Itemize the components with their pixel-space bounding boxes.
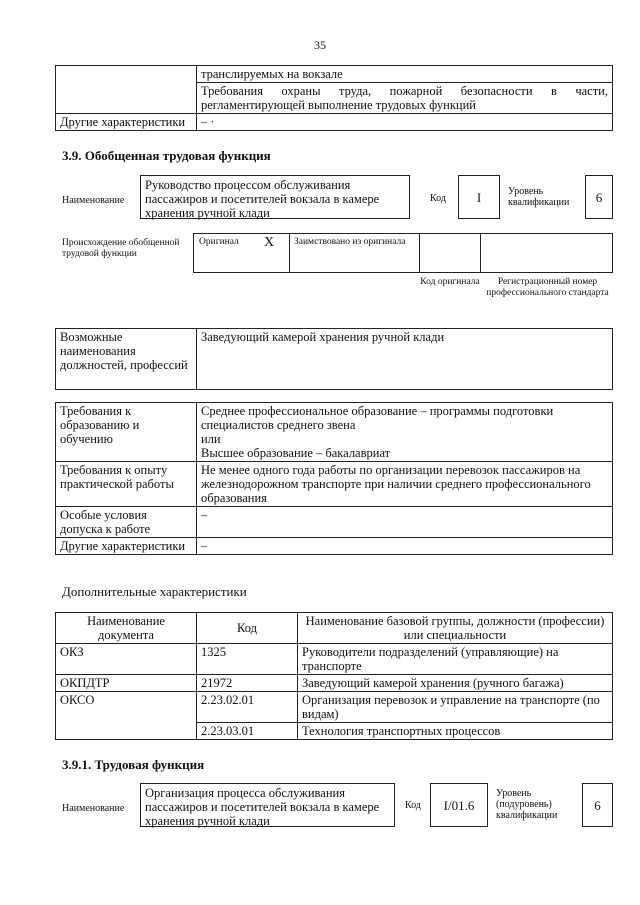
requirements-table <box>55 402 613 555</box>
table-cell-right: транслируемых на вокзале <box>197 66 613 83</box>
requirement-value <box>197 507 613 538</box>
top-continuation-table <box>55 65 613 131</box>
origin-box <box>193 233 613 273</box>
cell-document: ОКЗ <box>56 644 197 675</box>
original-label: Оригинал <box>199 237 239 247</box>
additional-table <box>55 612 613 740</box>
requirement-label: Требования к образованию и обучению <box>56 403 197 462</box>
table-row <box>56 675 613 692</box>
requirement-line: – <box>201 539 208 553</box>
requirement-line: или <box>201 432 221 446</box>
additional-heading: Дополнительные характеристики <box>62 584 247 599</box>
positions-table <box>55 328 613 390</box>
cell-name: Руководители подразделений (управляющие) на транспорте <box>298 644 613 675</box>
divider <box>289 234 290 272</box>
table-row <box>56 114 613 131</box>
borrowed-label: Заимствовано из оригинала <box>294 237 406 247</box>
requirement-label: Другие характеристики <box>56 538 197 555</box>
header-name: Наименование базовой группы, должности (профессии) или специальности <box>298 613 613 644</box>
name-label: Наименование <box>62 803 125 814</box>
level-value-box: 6 <box>585 175 613 219</box>
cell-document: ОКПДТР <box>56 675 197 692</box>
positions-label: Возможные наименования должностей, профессий <box>56 329 197 390</box>
cell-document: ОКСО <box>56 692 197 740</box>
page-number: 35 <box>314 38 326 52</box>
cell-code: 2.23.03.01 <box>197 723 298 740</box>
table-row <box>56 83 613 114</box>
table-cell-left: Другие характеристики <box>56 114 197 131</box>
level-label: Уровень квалификации <box>508 186 570 208</box>
table-row <box>56 329 613 390</box>
table-row <box>56 462 613 507</box>
cell-name: Технология транспортных процессов <box>298 723 613 740</box>
table-cell-right: Требования охраны труда, пожарной безопасности в части, регламентирующей выполнение трудовых функций <box>197 83 613 114</box>
table-row <box>56 66 613 83</box>
cell-code: 1325 <box>197 644 298 675</box>
code-value-box: I/01.6 <box>430 783 488 827</box>
subsection-heading: 3.9.1. Трудовая функция <box>62 757 205 772</box>
requirement-line: Не менее одного года работы по организации перевозок пассажиров на железнодорожном транспорте при наличии среднего профессионального образования <box>201 463 591 505</box>
code-label: Код <box>405 800 421 811</box>
name-label: Наименование <box>62 195 125 206</box>
cell-name: Заведующий камерой хранения (ручного багажа) <box>298 675 613 692</box>
requirement-value <box>197 462 613 507</box>
section-heading: 3.9. Обобщенная трудовая функция <box>62 148 271 163</box>
requirement-label: Особые условия допуска к работе <box>56 507 197 538</box>
original-mark: X <box>264 235 275 250</box>
cell-code: 2.23.02.01 <box>197 692 298 723</box>
table-cell-left <box>56 83 197 114</box>
requirement-line: Среднее профессиональное образование – программы подготовки специалистов среднего звена <box>201 404 554 432</box>
requirement-value <box>197 538 613 555</box>
header-code: Код <box>197 613 298 644</box>
cell-code: 21972 <box>197 675 298 692</box>
table-header-row <box>56 613 613 644</box>
header-document: Наименование документа <box>56 613 197 644</box>
table-row <box>56 403 613 462</box>
function-name-box: Организация процесса обслуживания пассажиров и посетителей вокзала в камере хранения ручной клади <box>140 783 395 827</box>
code-original-caption: Код оригинала <box>420 277 480 287</box>
requirement-label: Требования к опыту практической работы <box>56 462 197 507</box>
requirement-value <box>197 403 613 462</box>
reg-number-caption: Регистрационный номер профессионального стандарта <box>486 277 609 298</box>
requirement-line: – <box>201 508 208 522</box>
code-value-box: I <box>458 175 500 219</box>
origin-label: Происхождение обобщенной трудовой функции <box>62 238 180 259</box>
code-label: Код <box>430 193 446 204</box>
level-value-box: 6 <box>582 783 613 827</box>
table-row <box>56 644 613 675</box>
table-cell-right: – · <box>197 114 613 131</box>
table-row <box>56 538 613 555</box>
positions-value: Заведующий камерой хранения ручной клади <box>197 329 613 390</box>
table-cell-left <box>56 66 197 83</box>
requirement-line: Высшее образование – бакалавриат <box>201 446 391 460</box>
table-row <box>56 692 613 723</box>
table-row <box>56 507 613 538</box>
divider <box>480 234 481 272</box>
level-label: Уровень (подуровень) квалификации <box>496 788 558 821</box>
divider <box>419 234 420 272</box>
function-name-box: Руководство процессом обслуживания пассажиров и посетителей вокзала в камере хранения ручной клади <box>140 175 410 219</box>
cell-name: Организация перевозок и управление на транспорте (по видам) <box>298 692 613 723</box>
